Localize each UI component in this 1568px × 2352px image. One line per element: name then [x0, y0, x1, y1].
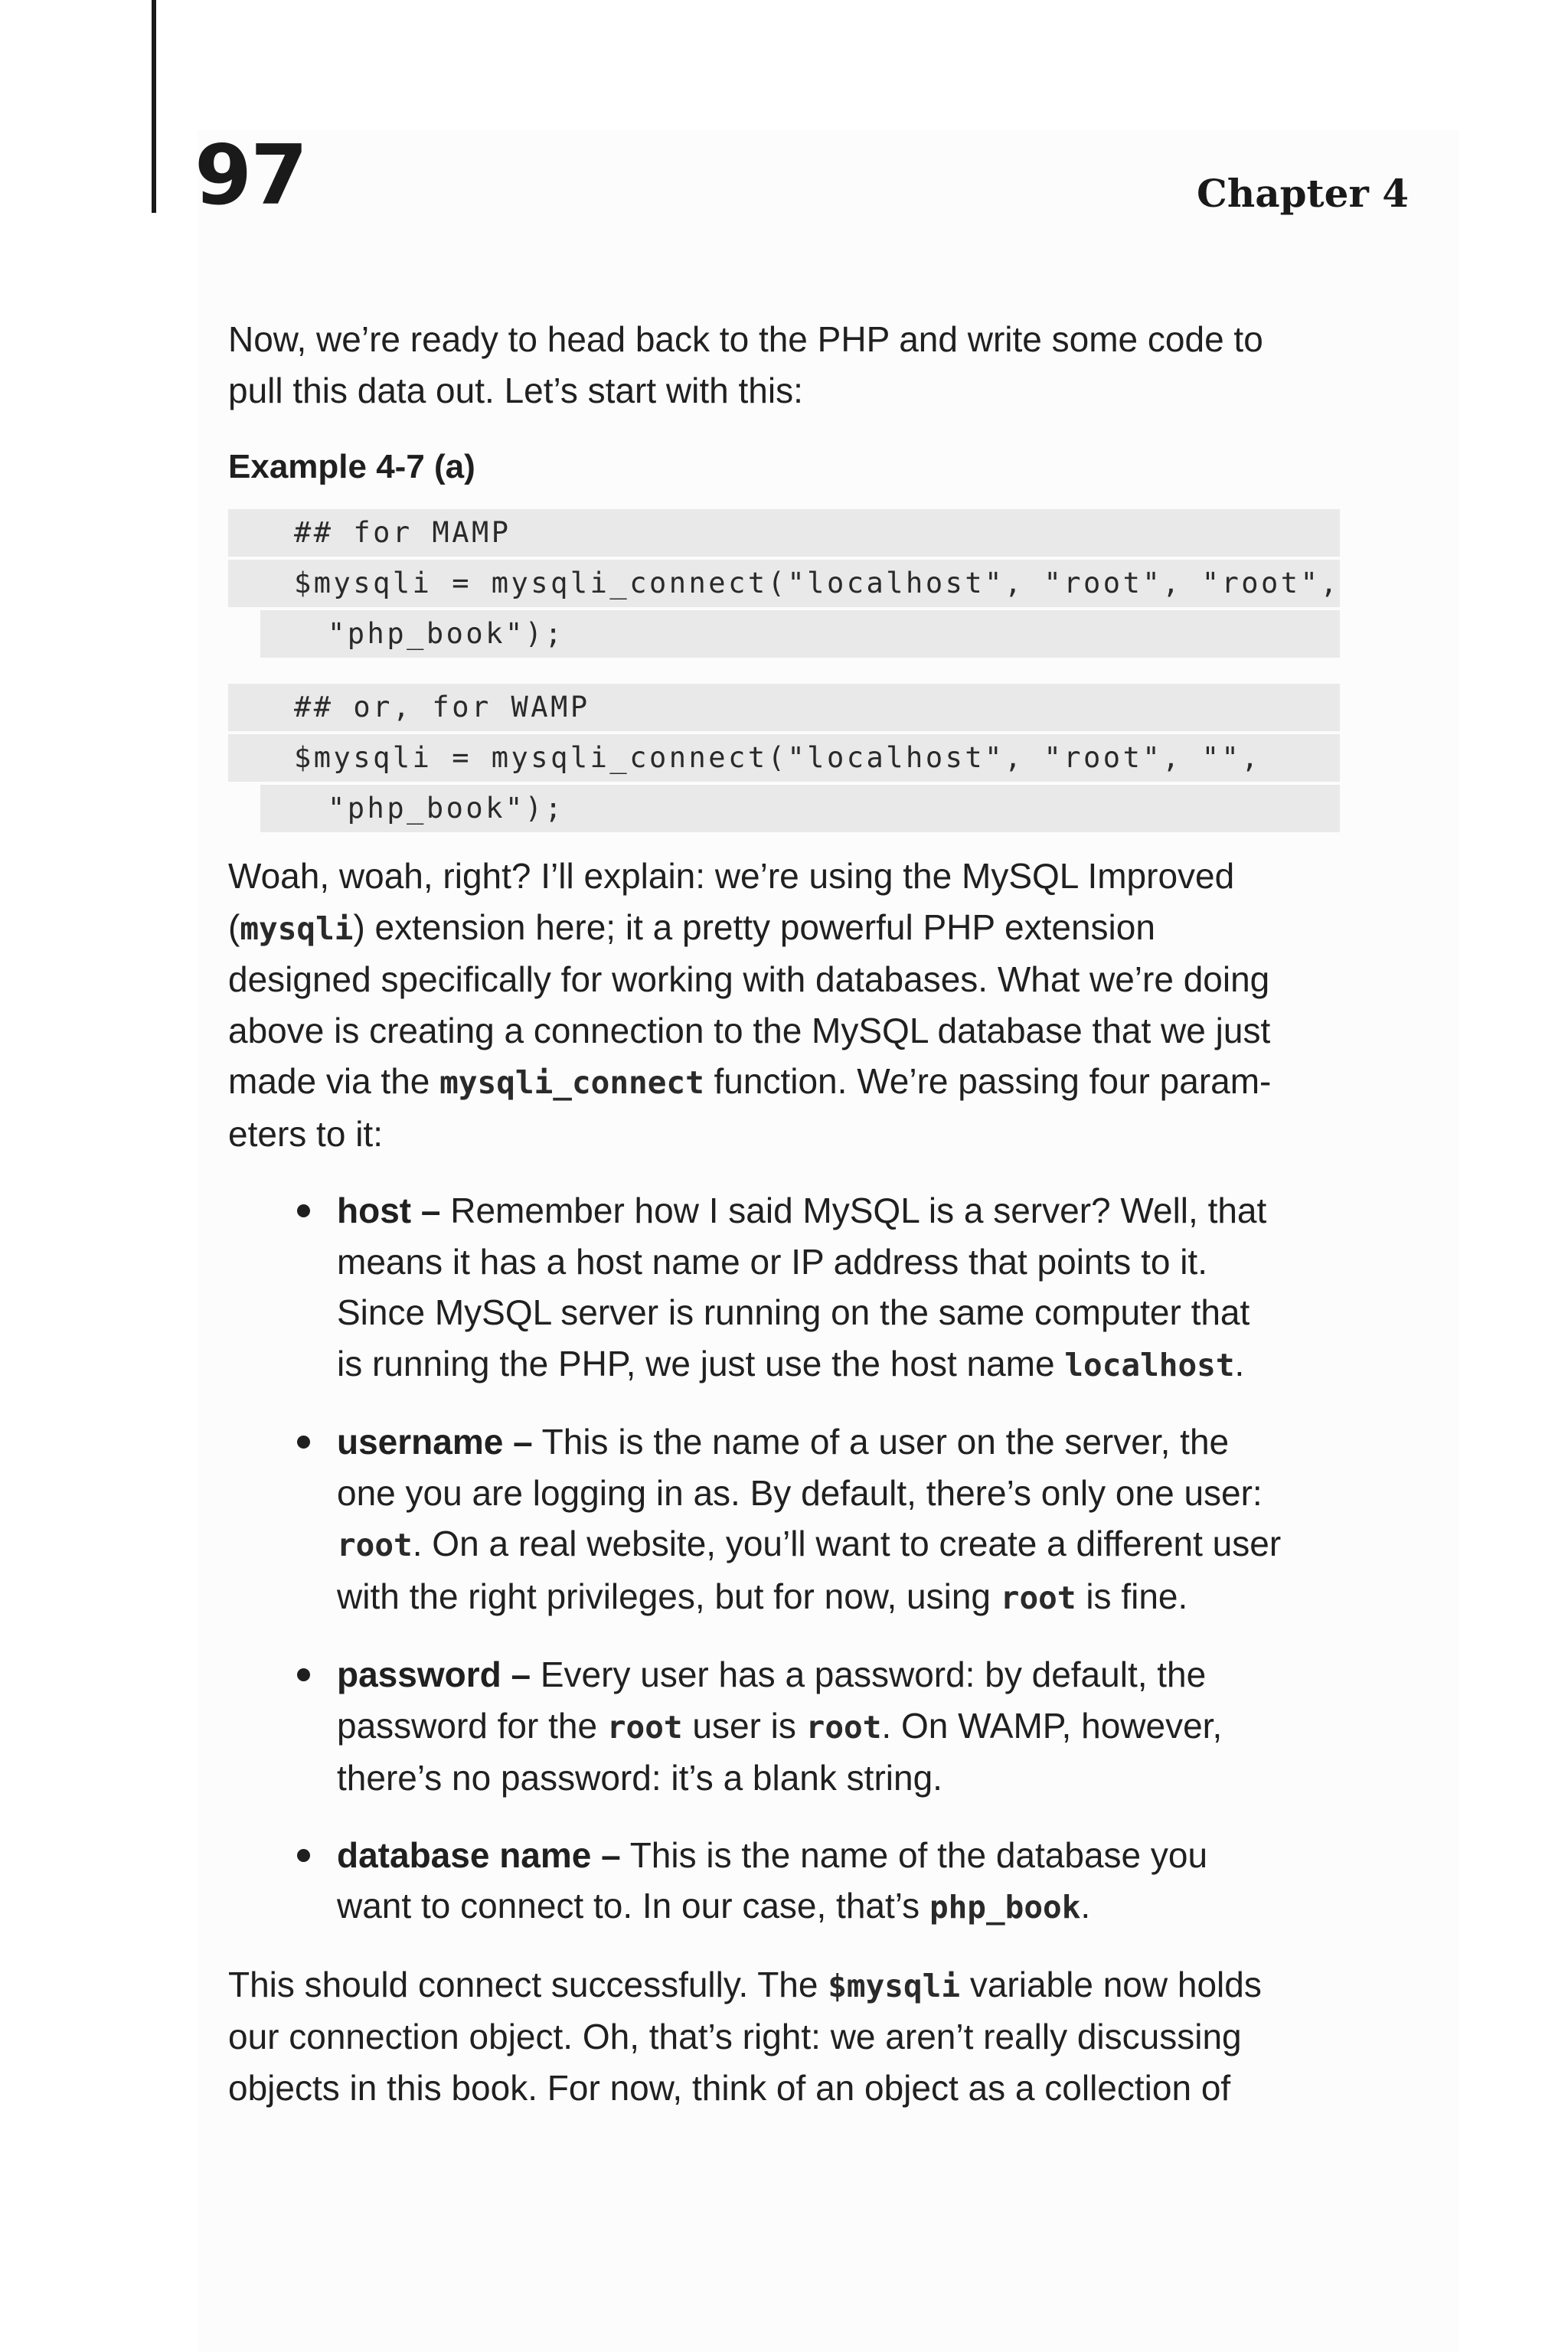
term-label: password – [337, 1655, 531, 1694]
inline-code: root [606, 1708, 683, 1746]
text-fragment: . [1080, 1886, 1091, 1926]
term-label: database name – [337, 1834, 621, 1875]
bullet-icon [297, 1204, 310, 1217]
inline-code: root [337, 1527, 413, 1563]
text-fragment: . [1234, 1343, 1245, 1383]
margin-rule [152, 0, 156, 213]
intro-paragraph [228, 314, 1340, 416]
explanation-paragraph [228, 851, 1340, 1159]
text-fragment: Every user has a password: by default, the [531, 1655, 1207, 1694]
text-line: Now, we’re ready to head back to the PHP and write some code to [228, 319, 1263, 359]
text-line: designed specifically for working with databases. What we’re doing [228, 959, 1270, 999]
text-line: above is creating a connection to the MySQL database that we just [228, 1010, 1271, 1050]
list-item-host [228, 1185, 1340, 1390]
code-continuation: "php_book"); [260, 785, 1340, 832]
list-item-password [228, 1649, 1340, 1804]
text-fragment: Remember how I said MySQL is a server? Well, that [440, 1191, 1267, 1230]
text-fragment: user is [682, 1705, 806, 1746]
page-content [228, 314, 1340, 2113]
example-heading: Example 4-7 (a) [228, 448, 475, 485]
code-line: $mysqli = mysqli_connect("localhost", "root", "root", [228, 560, 1340, 607]
text-line: objects in this book. For now, think of an object as a collection of [228, 2067, 1231, 2108]
text-fragment: variable now holds [960, 1964, 1262, 2004]
page-number: 97 [194, 128, 307, 224]
code-block-mamp [228, 509, 1340, 658]
text-line: Woah, woah, right? I’ll explain: we’re using the MySQL Improved [228, 856, 1235, 896]
inline-code: localhost [1064, 1346, 1235, 1383]
text-line: there’s no password: it’s a blank string. [337, 1758, 942, 1798]
code-block-wamp [228, 684, 1340, 832]
text-fragment: password for the [337, 1705, 607, 1746]
inline-code: root [805, 1708, 882, 1746]
text-line: pull this data out. Let’s start with this: [228, 370, 803, 410]
text-line: means it has a host name or IP address that points to it. [337, 1241, 1207, 1282]
text-fragment: ( [228, 906, 240, 947]
code-comment: ## for MAMP [228, 509, 1340, 557]
text-line: one you are logging in as. By default, there’s only one user: [337, 1472, 1263, 1513]
text-fragment: with the right privileges, but for now, using [337, 1576, 1001, 1616]
inline-code: root [1000, 1579, 1076, 1616]
bullet-icon [297, 1668, 310, 1681]
text-fragment: is fine. [1076, 1576, 1188, 1616]
text-line: eters to it: [228, 1113, 383, 1154]
text-line: our connection object. Oh, that’s right: we aren’t really discussing [228, 2017, 1242, 2056]
text-fragment: . On WAMP, however, [881, 1705, 1223, 1746]
inline-code: php_book [929, 1889, 1081, 1926]
inline-code: mysqli_connect [439, 1064, 704, 1101]
inline-code: mysqli [240, 910, 354, 947]
text-fragment: ) extension here; it a pretty powerful PHP extension [353, 906, 1155, 947]
list-item-database-name [228, 1830, 1340, 1933]
bullet-icon [297, 1436, 310, 1449]
text-line: Since MySQL server is running on the same computer that [337, 1292, 1250, 1332]
text-fragment: function. We’re passing four param- [704, 1061, 1272, 1101]
parameter-list [228, 1185, 1340, 1933]
text-fragment: This is the name of the database you [620, 1834, 1208, 1875]
text-fragment: This should connect successfully. The [228, 1964, 828, 2004]
term-label: username – [337, 1422, 533, 1462]
term-label: host – [337, 1191, 441, 1230]
text-fragment: want to connect to. In our case, that’s [337, 1886, 929, 1926]
list-item-username [228, 1416, 1340, 1623]
text-fragment: made via the [228, 1061, 440, 1101]
text-fragment: This is the name of a user on the server, the [532, 1422, 1230, 1462]
text-fragment: is running the PHP, we just use the host name [337, 1343, 1065, 1383]
code-line: $mysqli = mysqli_connect("localhost", "root", "", [228, 734, 1340, 782]
code-comment: ## or, for WAMP [228, 684, 1340, 731]
text-fragment: . On a real website, you’ll want to create a different user [412, 1524, 1282, 1563]
closing-paragraph [228, 1959, 1340, 2114]
inline-code: $mysqli [828, 1967, 961, 2004]
bullet-icon [297, 1849, 310, 1862]
code-continuation: "php_book"); [260, 610, 1340, 658]
chapter-label: Chapter 4 [1197, 171, 1409, 216]
